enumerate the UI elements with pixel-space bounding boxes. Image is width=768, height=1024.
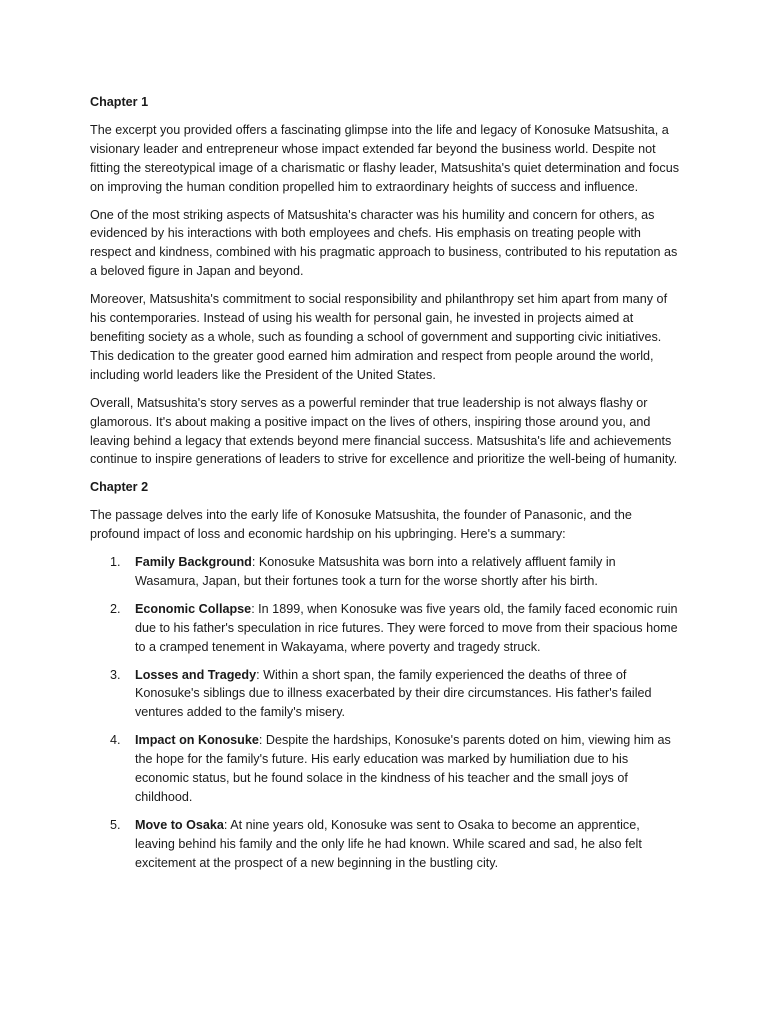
list-item-text: : In 1899, when Konosuke was five years old, the family faced economic ruin due to his father's speculation in rice futures. They were forced to move from their spacious home to a cramped tenement in Wakayama, where poverty and tragedy struck. [135, 601, 678, 654]
summary-list [90, 553, 680, 873]
list-item-text: : At nine years old, Konosuke was sent to Osaka to become an apprentice, leaving behind his family and the only life he had known. While scared and sad, he also felt excitement at the prospect of a new beginning in the bustling city. [135, 817, 642, 870]
list-item-term: Move to Osaka [135, 817, 224, 832]
chapter-1-paragraph: Moreover, Matsushita's commitment to social responsibility and philanthropy set him apart from many of his contemporaries. Instead of using his wealth for personal gain, he invested in projects aimed at benefiting society as a whole, such as founding a school of government and supporting civic initiatives. This dedication to the greater good earned him admiration and respect from people around the world, including world leaders like the President of the United States. [90, 292, 668, 382]
chapter-2-heading: Chapter 2 [90, 480, 149, 495]
list-item-number: 5. [110, 817, 121, 832]
list-item [90, 816, 680, 873]
chapter-2-intro: The passage delves into the early life of Konosuke Matsushita, the founder of Panasonic, and the profound impact of loss and economic hardship on his upbringing. Here's a summary: [90, 508, 632, 542]
list-item-text: : Konosuke Matsushita was born into a relatively affluent family in Wasamura, Japan, but their fortunes took a turn for the worse shortly after his birth. [135, 555, 616, 588]
list-item-term: Impact on Konosuke [135, 733, 259, 748]
list-item-text: : Within a short span, the family experienced the deaths of three of Konosuke's siblings due to illness exacerbated by their dire circumstances. His father's failed ventures added to the family's misery. [135, 667, 652, 720]
list-item-number: 4. [110, 733, 121, 748]
chapter-1-paragraph: Overall, Matsushita's story serves as a powerful reminder that true leadership is not always flashy or glamorous. It's about making a positive impact on the lives of others, inspiring those around you, and leaving behind a legacy that extends beyond mere financial success. Matsushita's life and achievements continue to inspire generations of leaders to strive for excellence and prioritize the well-being of humanity. [90, 395, 678, 467]
list-item [90, 731, 680, 807]
chapter-1-paragraph: The excerpt you provided offers a fascinating glimpse into the life and legacy of Konosuke Matsushita, a visionary leader and entrepreneur whose impact extended far beyond the business world. Despite not fitting the stereotypical image of a charismatic or flashy leader, Matsushita's quiet determination and focus on improving the human condition propelled him to extraordinary heights of success and influence. [90, 122, 680, 194]
list-item-number: 3. [110, 667, 121, 682]
list-item-term: Economic Collapse [135, 601, 252, 616]
list-item [90, 666, 680, 723]
document-page [90, 93, 680, 882]
chapter-1-heading: Chapter 1 [90, 95, 149, 109]
list-item-number: 2. [110, 601, 121, 616]
list-item [90, 600, 680, 657]
list-item-term: Family Background [135, 555, 252, 570]
list-item-number: 1. [110, 555, 121, 570]
list-item [90, 553, 680, 591]
list-item-text: : Despite the hardships, Konosuke's parents doted on him, viewing him as the hope for the family's future. His early education was marked by humiliation due to his economic status, but he found solace in the kindness of his teacher and the small joys of childhood. [135, 733, 671, 804]
chapter-1-paragraph: One of the most striking aspects of Matsushita's character was his humility and concern for others, as evidenced by his interactions with both employees and chefs. His emphasis on treating people with respect and kindness, combined with his pragmatic approach to business, contributed to his reputation as a beloved figure in Japan and beyond. [90, 207, 678, 279]
list-item-term: Losses and Tragedy [135, 667, 257, 682]
